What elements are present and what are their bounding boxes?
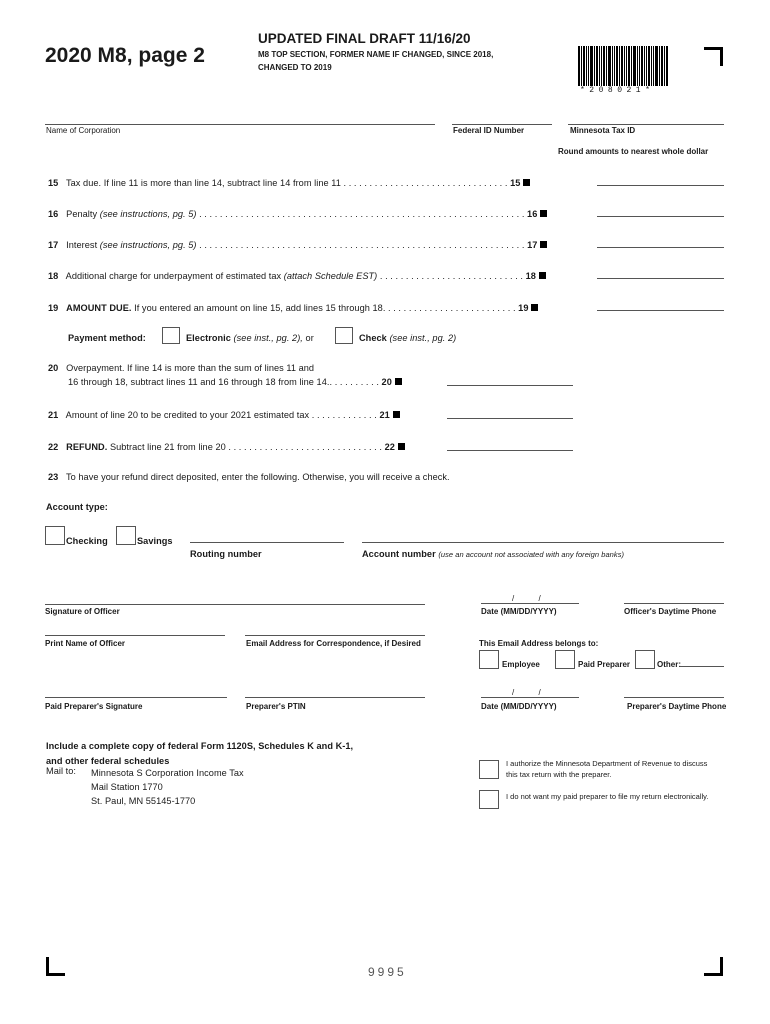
line-18-amount-field[interactable] <box>597 278 724 279</box>
line-19-amount-field[interactable] <box>597 310 724 311</box>
paid-preparer-checkbox[interactable] <box>555 650 575 669</box>
or-text: or <box>305 333 314 343</box>
line-text: Tax due. If line 11 is more than line 14, subtract line 14 from line 11 <box>65 178 341 188</box>
line-16-amount-field[interactable] <box>597 216 724 217</box>
line-23 <box>48 472 450 482</box>
line-number: 22 <box>48 442 59 452</box>
include-note <box>46 739 353 769</box>
line-number: 21 <box>48 410 59 420</box>
line-ref: 18 <box>525 271 536 281</box>
line-note: (attach Schedule EST) <box>283 271 378 281</box>
date-slashes-2: / / <box>512 688 541 697</box>
email-field[interactable] <box>245 635 425 636</box>
mail-to-label: Mail to: <box>46 766 77 776</box>
line-17-amount-field[interactable] <box>597 247 724 248</box>
marker-square <box>531 304 538 311</box>
routing-text: Routing number <box>190 549 262 559</box>
account-text: Account number <box>362 549 436 559</box>
checking-label <box>66 536 108 546</box>
officer-phone-field[interactable] <box>624 603 724 604</box>
preparer-signature-field[interactable] <box>45 697 227 698</box>
round-note: Round amounts to nearest whole dollar <box>558 147 709 156</box>
authorize-line-2: this tax return with the preparer. <box>506 770 612 779</box>
address-line-3: St. Paul, MN 55145-1770 <box>91 796 196 806</box>
line-label: REFUND. <box>66 442 108 452</box>
checking-text: Checking <box>66 536 108 546</box>
payment-method-text: Payment method: <box>68 333 146 343</box>
corner-mark-top-right <box>704 47 723 66</box>
mn-tax-id-label: Minnesota Tax ID <box>570 126 636 135</box>
print-name-label: Print Name of Officer <box>45 639 126 648</box>
line-text: Amount of line 20 to be credited to your 2021 estimated tax <box>65 410 310 420</box>
account-type-label <box>46 502 108 512</box>
line-18 <box>48 271 546 281</box>
officer-date-label: Date (MM/DD/YYYY) <box>481 607 557 616</box>
line-20-cont <box>68 377 402 387</box>
print-name-field[interactable] <box>45 635 225 636</box>
corner-mark-bottom-left <box>46 957 65 976</box>
corp-name-field[interactable] <box>45 124 435 125</box>
payment-method-label <box>68 333 146 343</box>
electronic-option <box>186 333 314 343</box>
line-text: If you entered an amount on line 15, add lines 15 through 18. <box>134 303 386 313</box>
line-number: 20 <box>48 363 59 373</box>
line-ref: 19 <box>518 303 529 313</box>
mn-tax-id-field[interactable] <box>568 124 724 125</box>
other-label: Other: <box>657 660 681 669</box>
line-text: 16 through 18, subtract lines 11 and 16 through 18 from line 14. <box>68 377 330 387</box>
account-type-text: Account type: <box>46 502 108 512</box>
authorize-text <box>506 758 707 780</box>
barcode <box>578 46 674 86</box>
preparer-phone-field[interactable] <box>624 697 724 698</box>
preparer-signature-label: Paid Preparer's Signature <box>45 702 143 711</box>
line-label: AMOUNT DUE. <box>66 303 132 313</box>
leader-dots: . . . . . . . . . . . . . . . . . . . . . . . . . <box>385 303 519 313</box>
other-checkbox[interactable] <box>635 650 655 669</box>
line-number: 15 <box>48 178 59 188</box>
email-label: Email Address for Correspondence, if Desired <box>246 639 421 648</box>
savings-text: Savings <box>137 536 173 546</box>
account-number-field[interactable] <box>362 542 724 543</box>
leader-dots: . . . . . . . . . . . . . . . . . . . . . . . . . . . . . . . . . . . . . . . . . . . . . . . . . . . . . . . . . . . . . . . <box>196 240 528 250</box>
form-title: 2020 M8, page 2 <box>45 44 205 67</box>
savings-label <box>137 536 173 546</box>
other-field[interactable] <box>680 666 724 667</box>
corp-name-label: Name of Corporation <box>46 126 121 135</box>
draft-note: M8 TOP SECTION, FORMER NAME IF CHANGED, SINCE 2018, CHANGED TO 2019 <box>258 50 494 72</box>
preparer-ptin-field[interactable] <box>245 697 425 698</box>
line-20 <box>48 363 314 373</box>
officer-signature-field[interactable] <box>45 604 425 605</box>
authorize-line-1: I authorize the Minnesota Department of Revenue to discuss <box>506 759 708 768</box>
officer-signature-label: Signature of Officer <box>45 607 120 616</box>
paid-preparer-label: Paid Preparer <box>578 660 631 669</box>
mailing-address <box>91 766 244 808</box>
employee-label: Employee <box>502 660 540 669</box>
leader-dots: . . . . . . . . . . . . . . . . . . . . . . . . . . . . . . <box>225 442 385 452</box>
routing-label <box>190 549 262 559</box>
line-17 <box>48 240 547 250</box>
leader-dots: . . . . . . . . . . <box>329 377 379 387</box>
check-checkbox[interactable] <box>335 327 353 344</box>
no-efile-text: I do not want my paid preparer to file my return electronically. <box>506 792 709 801</box>
email-belongs-label: This Email Address belongs to: <box>479 639 599 648</box>
line-ref: 21 <box>379 410 390 420</box>
preparer-date-field[interactable] <box>481 697 579 698</box>
account-note: (use an account not associated with any foreign banks) <box>438 550 625 559</box>
line-text: Interest <box>66 240 98 250</box>
marker-square <box>395 378 402 385</box>
line-16 <box>48 209 547 219</box>
line-text: To have your refund direct deposited, enter the following. Otherwise, you will receive a check. <box>65 472 450 482</box>
electronic-note: (see inst., pg. 2), <box>233 333 303 343</box>
authorize-checkbox[interactable] <box>479 760 499 779</box>
preparer-phone-label: Preparer's Daytime Phone <box>627 702 727 711</box>
include-line-1: Include a complete copy of federal Form 1120S, Schedules K and K-1, <box>46 741 354 751</box>
line-number: 16 <box>48 209 59 219</box>
line-22-amount-field[interactable] <box>447 450 573 451</box>
marker-square <box>540 210 547 217</box>
routing-number-field[interactable] <box>190 542 344 543</box>
electronic-label: Electronic <box>186 333 231 343</box>
include-line-2: and other federal schedules <box>46 756 170 766</box>
check-option <box>359 333 456 343</box>
checking-checkbox[interactable] <box>45 526 65 545</box>
line-note: (see instructions, pg. 5) <box>99 209 197 219</box>
line-text: Overpayment. If line 14 is more than the sum of lines 11 and <box>66 363 315 373</box>
line-20-amount-field[interactable] <box>447 385 573 386</box>
line-ref: 16 <box>527 209 538 219</box>
check-note: (see inst., pg. 2) <box>389 333 457 343</box>
no-efile-checkbox[interactable] <box>479 790 499 809</box>
line-ref: 17 <box>527 240 538 250</box>
account-label <box>362 549 624 559</box>
line-ref: 15 <box>510 178 521 188</box>
address-line-1: Minnesota S Corporation Income Tax <box>91 768 244 778</box>
employee-checkbox[interactable] <box>479 650 499 669</box>
marker-square <box>523 179 530 186</box>
officer-date-field[interactable] <box>481 603 579 604</box>
barcode-number: *208021* <box>580 86 655 95</box>
leader-dots: . . . . . . . . . . . . . <box>309 410 380 420</box>
line-number: 18 <box>48 271 59 281</box>
savings-checkbox[interactable] <box>116 526 136 545</box>
preparer-date-label: Date (MM/DD/YYYY) <box>481 702 557 711</box>
officer-phone-label: Officer's Daytime Phone <box>624 607 717 616</box>
line-ref: 22 <box>384 442 395 452</box>
check-label: Check <box>359 333 387 343</box>
electronic-checkbox[interactable] <box>162 327 180 344</box>
line-note: (see instructions, pg. 5) <box>99 240 197 250</box>
fein-field[interactable] <box>452 124 552 125</box>
leader-dots: . . . . . . . . . . . . . . . . . . . . . . . . . . . . . . . . . . . . . . . . . . . . . . . . . . . . . . . . . . . . . . . <box>196 209 528 219</box>
corner-mark-bottom-right <box>704 957 723 976</box>
line-text: Additional charge for underpayment of estimated tax <box>65 271 282 281</box>
preparer-ptin-label: Preparer's PTIN <box>246 702 306 711</box>
form-code: 9995 <box>368 965 407 979</box>
line-15-amount-field[interactable] <box>597 185 724 186</box>
line-ref: 20 <box>381 377 392 387</box>
marker-square <box>398 443 405 450</box>
line-21 <box>48 410 400 420</box>
line-15 <box>48 178 530 188</box>
marker-square <box>539 272 546 279</box>
line-number: 17 <box>48 240 59 250</box>
marker-square <box>540 241 547 248</box>
fein-label: Federal ID Number <box>453 126 525 135</box>
address-line-2: Mail Station 1770 <box>91 782 163 792</box>
date-slashes: / / <box>512 594 541 603</box>
line-22 <box>48 442 405 452</box>
line-19 <box>48 303 538 313</box>
line-number: 23 <box>48 472 59 482</box>
line-text: Subtract line 21 from line 20 <box>109 442 226 452</box>
line-number: 19 <box>48 303 59 313</box>
line-21-amount-field[interactable] <box>447 418 573 419</box>
leader-dots: . . . . . . . . . . . . . . . . . . . . . . . . . . . . <box>377 271 526 281</box>
line-text: Penalty <box>66 209 98 219</box>
marker-square <box>393 411 400 418</box>
leader-dots: . . . . . . . . . . . . . . . . . . . . . . . . . . . . . . . . <box>340 178 511 188</box>
draft-title: UPDATED FINAL DRAFT 11/16/20 <box>258 31 471 46</box>
